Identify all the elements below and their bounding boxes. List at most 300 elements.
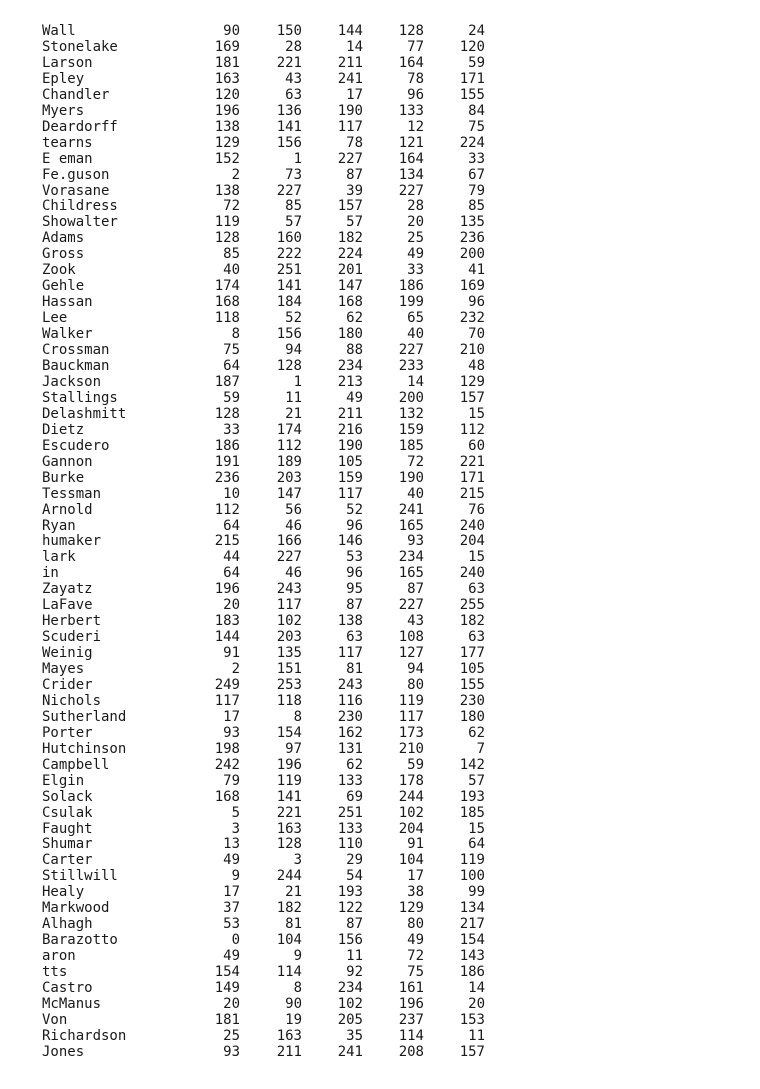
value-col-3: 193 [337, 884, 363, 901]
value-col-2: 147 [276, 485, 302, 502]
table-row [0, 294, 760, 310]
value-col-1: 236 [214, 469, 240, 486]
value-col-4: 12 [407, 118, 424, 135]
value-col-3: 110 [337, 836, 363, 853]
value-col-4: 59 [407, 756, 424, 773]
value-col-1: 163 [214, 70, 240, 87]
value-col-1: 215 [214, 533, 240, 550]
value-col-1: 91 [223, 645, 240, 661]
value-col-3: 102 [337, 995, 363, 1012]
table-row [0, 773, 760, 789]
value-col-2: 128 [276, 836, 302, 853]
table-row [0, 87, 760, 103]
value-col-5: 215 [459, 485, 485, 502]
value-col-3: 243 [337, 676, 363, 693]
value-col-1: 13 [223, 836, 240, 853]
value-col-5: 100 [459, 868, 485, 885]
value-col-1: 129 [214, 134, 240, 151]
value-col-2: 156 [276, 134, 302, 151]
value-col-4: 164 [398, 54, 424, 71]
value-col-4: 104 [398, 852, 424, 869]
value-col-4: 159 [398, 421, 424, 438]
value-col-2: 43 [285, 70, 302, 87]
value-col-1: 249 [214, 676, 240, 693]
table-row [0, 613, 760, 629]
value-col-3: 78 [346, 134, 363, 151]
value-col-3: 182 [337, 230, 363, 247]
row-name: Alhagh [42, 916, 93, 933]
value-col-5: 224 [459, 134, 485, 151]
value-col-4: 237 [398, 1011, 424, 1028]
row-name: Showalter [42, 214, 118, 231]
value-col-5: 142 [459, 756, 485, 773]
table-row [0, 119, 760, 135]
value-col-5: 129 [459, 373, 485, 390]
value-col-1: 154 [214, 964, 240, 980]
value-col-1: 149 [214, 980, 240, 996]
value-col-5: 63 [468, 629, 485, 646]
row-name: Healy [42, 884, 85, 901]
value-col-1: 128 [214, 230, 240, 247]
row-name: in [42, 565, 59, 582]
value-col-4: 49 [407, 246, 424, 263]
value-col-2: 150 [276, 23, 302, 39]
row-name: Sutherland [42, 708, 127, 725]
row-name: Jones [42, 1043, 85, 1060]
value-col-2: 244 [276, 868, 302, 885]
row-name: lark [42, 549, 76, 566]
value-col-5: 57 [468, 772, 485, 789]
row-name: Larson [42, 54, 93, 71]
row-name: Deardorff [42, 118, 118, 135]
value-col-2: 46 [285, 517, 302, 534]
value-col-1: 25 [223, 1027, 240, 1044]
value-col-1: 75 [223, 342, 240, 358]
value-col-1: 17 [223, 708, 240, 725]
value-col-5: 157 [459, 1043, 485, 1060]
value-col-1: 168 [214, 788, 240, 805]
value-col-3: 133 [337, 820, 363, 837]
value-col-5: 135 [459, 214, 485, 231]
value-col-5: 20 [468, 995, 485, 1012]
value-col-2: 135 [276, 645, 302, 661]
value-col-1: 79 [223, 772, 240, 789]
row-name: Faught [42, 820, 93, 837]
value-col-3: 53 [346, 549, 363, 566]
table-row [0, 964, 760, 980]
value-col-4: 40 [407, 326, 424, 343]
value-col-5: 48 [468, 357, 485, 374]
value-col-4: 96 [407, 86, 424, 103]
value-col-1: 49 [223, 948, 240, 965]
row-name: Childress [42, 198, 118, 215]
value-col-3: 156 [337, 932, 363, 949]
value-col-5: 232 [459, 310, 485, 327]
table-row [0, 167, 760, 183]
value-col-3: 211 [337, 54, 363, 71]
value-col-3: 224 [337, 246, 363, 263]
value-col-3: 230 [337, 708, 363, 725]
value-col-4: 227 [398, 597, 424, 614]
value-col-2: 156 [276, 326, 302, 343]
row-name: Jackson [42, 373, 102, 390]
value-col-4: 234 [398, 549, 424, 566]
value-col-5: 63 [468, 581, 485, 598]
value-col-3: 87 [346, 166, 363, 183]
value-col-4: 227 [398, 182, 424, 199]
value-col-4: 80 [407, 916, 424, 933]
value-col-2: 8 [293, 980, 302, 996]
value-col-3: 29 [346, 852, 363, 869]
table-row [0, 342, 760, 358]
value-col-5: 169 [459, 278, 485, 295]
value-col-3: 81 [346, 661, 363, 677]
value-col-4: 80 [407, 676, 424, 693]
value-col-4: 25 [407, 230, 424, 247]
value-col-5: 99 [468, 884, 485, 901]
table-row [0, 103, 760, 119]
value-col-1: 138 [214, 118, 240, 135]
row-name: Walker [42, 326, 93, 343]
value-col-4: 196 [398, 995, 424, 1012]
value-col-3: 63 [346, 629, 363, 646]
value-col-3: 144 [337, 23, 363, 39]
value-col-5: 112 [459, 421, 485, 438]
value-col-2: 184 [276, 294, 302, 311]
value-col-5: 134 [459, 900, 485, 917]
value-col-4: 128 [398, 23, 424, 39]
row-name: Weinig [42, 645, 93, 661]
row-name: Myers [42, 102, 85, 119]
value-col-3: 180 [337, 326, 363, 343]
value-col-1: 117 [214, 692, 240, 709]
value-col-2: 8 [293, 708, 302, 725]
value-col-4: 186 [398, 278, 424, 295]
value-col-4: 208 [398, 1043, 424, 1060]
value-col-3: 62 [346, 756, 363, 773]
value-col-4: 199 [398, 294, 424, 311]
table-row [0, 246, 760, 262]
value-col-3: 92 [346, 964, 363, 980]
value-col-3: 234 [337, 357, 363, 374]
value-col-4: 178 [398, 772, 424, 789]
table-row [0, 358, 760, 374]
table-row [0, 262, 760, 278]
value-col-2: 141 [276, 118, 302, 135]
value-col-4: 93 [407, 533, 424, 550]
value-col-3: 96 [346, 565, 363, 582]
value-col-2: 222 [276, 246, 302, 263]
value-col-3: 88 [346, 342, 363, 358]
table-row [0, 39, 760, 55]
value-col-5: 193 [459, 788, 485, 805]
value-col-3: 159 [337, 469, 363, 486]
table-row [0, 805, 760, 821]
value-col-4: 134 [398, 166, 424, 183]
value-col-4: 133 [398, 102, 424, 119]
value-col-1: 53 [223, 916, 240, 933]
value-col-2: 28 [285, 39, 302, 55]
row-name: Hassan [42, 294, 93, 311]
table-row [0, 422, 760, 438]
value-col-2: 52 [285, 310, 302, 327]
value-col-1: 152 [214, 150, 240, 167]
value-col-5: 119 [459, 852, 485, 869]
value-col-1: 174 [214, 278, 240, 295]
row-name: Mayes [42, 661, 85, 677]
value-col-2: 112 [276, 437, 302, 454]
value-col-1: 119 [214, 214, 240, 231]
table-row [0, 980, 760, 996]
value-col-5: 70 [468, 326, 485, 343]
value-col-3: 216 [337, 421, 363, 438]
row-name: humaker [42, 533, 102, 550]
value-col-3: 39 [346, 182, 363, 199]
value-col-1: 9 [231, 868, 240, 885]
row-name: Lee [42, 310, 68, 327]
value-col-2: 128 [276, 357, 302, 374]
row-name: Carter [42, 852, 93, 869]
value-col-4: 91 [407, 836, 424, 853]
value-col-4: 108 [398, 629, 424, 646]
value-col-4: 165 [398, 565, 424, 582]
row-name: Gehle [42, 278, 85, 295]
value-col-3: 251 [337, 804, 363, 821]
value-col-2: 102 [276, 613, 302, 630]
row-name: Burke [42, 469, 85, 486]
value-col-1: 85 [223, 246, 240, 263]
table-row [0, 183, 760, 199]
value-col-1: 64 [223, 517, 240, 534]
row-name: Epley [42, 70, 85, 87]
table-row [0, 677, 760, 693]
value-col-3: 190 [337, 437, 363, 454]
value-col-4: 40 [407, 485, 424, 502]
value-col-3: 52 [346, 501, 363, 518]
row-name: Herbert [42, 613, 102, 630]
value-col-2: 243 [276, 581, 302, 598]
table-row [0, 198, 760, 214]
value-col-2: 57 [285, 214, 302, 231]
value-col-5: 217 [459, 916, 485, 933]
value-col-4: 72 [407, 453, 424, 470]
value-col-2: 117 [276, 597, 302, 614]
value-col-2: 1 [293, 150, 302, 167]
value-col-1: 93 [223, 1043, 240, 1060]
table-row [0, 996, 760, 1012]
row-name: LaFave [42, 597, 93, 614]
row-name: Adams [42, 230, 85, 247]
value-col-2: 11 [285, 389, 302, 406]
value-col-3: 11 [346, 948, 363, 965]
table-row [0, 852, 760, 868]
value-col-1: 33 [223, 421, 240, 438]
value-col-1: 44 [223, 549, 240, 566]
value-col-1: 186 [214, 437, 240, 454]
value-col-5: 155 [459, 86, 485, 103]
row-name: Arnold [42, 501, 93, 518]
value-col-4: 28 [407, 198, 424, 215]
value-col-3: 201 [337, 262, 363, 279]
value-col-5: 33 [468, 150, 485, 167]
value-col-2: 253 [276, 676, 302, 693]
value-col-2: 182 [276, 900, 302, 917]
value-col-5: 62 [468, 724, 485, 741]
value-col-4: 38 [407, 884, 424, 901]
value-col-5: 204 [459, 533, 485, 550]
row-name: Richardson [42, 1027, 127, 1044]
value-col-5: 59 [468, 54, 485, 71]
value-col-4: 121 [398, 134, 424, 151]
value-col-2: 163 [276, 820, 302, 837]
value-col-5: 15 [468, 405, 485, 422]
value-col-4: 20 [407, 214, 424, 231]
value-col-4: 227 [398, 342, 424, 358]
value-col-1: 72 [223, 198, 240, 215]
value-col-5: 41 [468, 262, 485, 279]
value-col-1: 118 [214, 310, 240, 327]
table-row [0, 581, 760, 597]
value-col-4: 94 [407, 661, 424, 677]
value-col-3: 87 [346, 916, 363, 933]
row-name: Stonelake [42, 39, 118, 55]
value-col-2: 203 [276, 469, 302, 486]
value-col-3: 14 [346, 39, 363, 55]
value-col-5: 221 [459, 453, 485, 470]
row-name: Hutchinson [42, 740, 127, 757]
row-name: Ryan [42, 517, 76, 534]
value-col-5: 154 [459, 932, 485, 949]
row-name: Solack [42, 788, 93, 805]
value-col-4: 87 [407, 581, 424, 598]
value-col-1: 120 [214, 86, 240, 103]
value-col-2: 97 [285, 740, 302, 757]
value-col-1: 5 [231, 804, 240, 821]
value-col-4: 210 [398, 740, 424, 757]
table-row [0, 693, 760, 709]
value-col-2: 166 [276, 533, 302, 550]
value-col-5: 157 [459, 389, 485, 406]
value-col-3: 147 [337, 278, 363, 295]
value-col-4: 204 [398, 820, 424, 837]
row-name: Fe.guson [42, 166, 110, 183]
value-col-2: 63 [285, 86, 302, 103]
table-row [0, 868, 760, 884]
value-col-5: 240 [459, 517, 485, 534]
value-col-4: 49 [407, 932, 424, 949]
value-col-4: 114 [398, 1027, 424, 1044]
value-col-3: 138 [337, 613, 363, 630]
value-col-3: 87 [346, 597, 363, 614]
table-row [0, 55, 760, 71]
value-col-4: 77 [407, 39, 424, 55]
value-col-2: 141 [276, 788, 302, 805]
value-col-5: 185 [459, 804, 485, 821]
row-name: Castro [42, 980, 93, 996]
value-col-1: 2 [231, 166, 240, 183]
value-col-1: 196 [214, 102, 240, 119]
value-col-4: 78 [407, 70, 424, 87]
value-col-1: 8 [231, 326, 240, 343]
value-col-3: 117 [337, 118, 363, 135]
value-col-5: 14 [468, 980, 485, 996]
table-row [0, 151, 760, 167]
row-name: Bauckman [42, 357, 110, 374]
row-name: Chandler [42, 86, 110, 103]
row-name: Csulak [42, 804, 93, 821]
value-col-5: 67 [468, 166, 485, 183]
value-col-4: 117 [398, 708, 424, 725]
value-col-4: 17 [407, 868, 424, 885]
value-col-4: 200 [398, 389, 424, 406]
value-col-3: 168 [337, 294, 363, 311]
value-col-4: 161 [398, 980, 424, 996]
value-col-2: 174 [276, 421, 302, 438]
value-col-3: 35 [346, 1027, 363, 1044]
row-name: Gannon [42, 453, 93, 470]
value-col-2: 221 [276, 54, 302, 71]
table-row [0, 597, 760, 613]
value-col-4: 75 [407, 964, 424, 980]
value-col-2: 94 [285, 342, 302, 358]
table-row [0, 821, 760, 837]
value-col-5: 200 [459, 246, 485, 263]
value-col-5: 15 [468, 549, 485, 566]
value-col-5: 171 [459, 469, 485, 486]
value-col-2: 73 [285, 166, 302, 183]
value-col-5: 96 [468, 294, 485, 311]
value-col-1: 90 [223, 23, 240, 39]
table-row [0, 629, 760, 645]
value-col-5: 85 [468, 198, 485, 215]
value-col-4: 119 [398, 692, 424, 709]
value-col-3: 62 [346, 310, 363, 327]
table-row [0, 549, 760, 565]
value-col-1: 10 [223, 485, 240, 502]
value-col-1: 93 [223, 724, 240, 741]
value-col-1: 181 [214, 54, 240, 71]
row-name: Campbell [42, 756, 110, 773]
value-col-1: 3 [231, 820, 240, 837]
table-row [0, 916, 760, 932]
row-name: Gross [42, 246, 85, 263]
value-col-5: 7 [476, 740, 485, 757]
value-col-1: 128 [214, 405, 240, 422]
value-col-5: 230 [459, 692, 485, 709]
value-col-1: 169 [214, 39, 240, 55]
value-col-2: 9 [293, 948, 302, 965]
value-col-5: 84 [468, 102, 485, 119]
value-col-5: 15 [468, 820, 485, 837]
value-col-3: 227 [337, 150, 363, 167]
value-col-2: 21 [285, 884, 302, 901]
table-row [0, 135, 760, 151]
value-col-2: 85 [285, 198, 302, 215]
value-col-2: 46 [285, 565, 302, 582]
table-row [0, 1044, 760, 1060]
value-col-5: 64 [468, 836, 485, 853]
value-col-1: 64 [223, 357, 240, 374]
value-col-1: 112 [214, 501, 240, 518]
table-row [0, 406, 760, 422]
value-col-2: 56 [285, 501, 302, 518]
value-col-3: 133 [337, 772, 363, 789]
value-col-2: 81 [285, 916, 302, 933]
value-col-3: 105 [337, 453, 363, 470]
value-col-4: 244 [398, 788, 424, 805]
row-name: Zook [42, 262, 76, 279]
value-col-3: 234 [337, 980, 363, 996]
